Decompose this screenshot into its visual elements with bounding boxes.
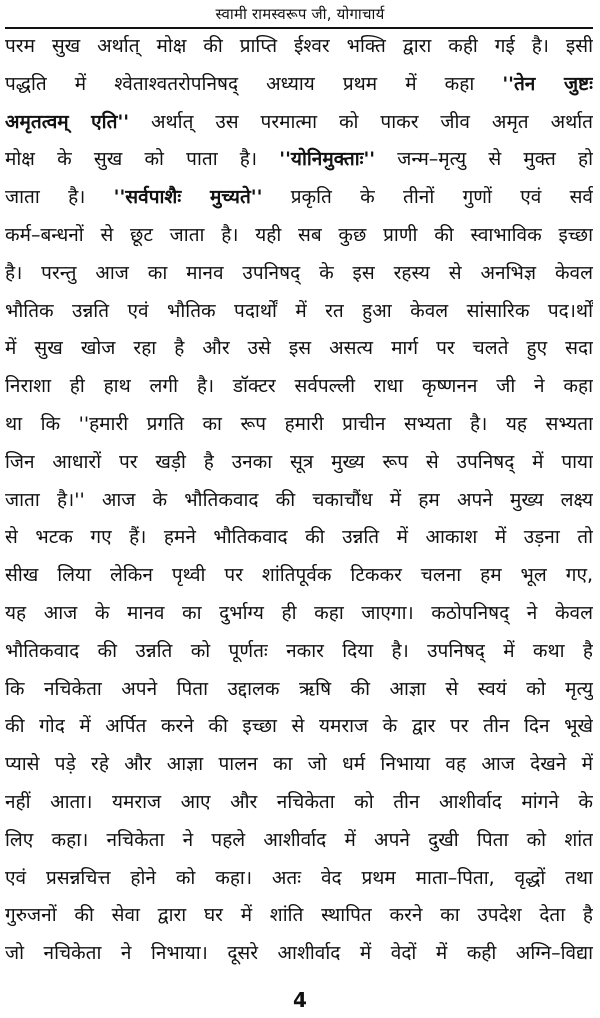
text-line: [5, 406, 593, 444]
text-line: [5, 104, 593, 142]
text-segment: जन्म–मृत्यु से मुक्त हो: [375, 148, 593, 171]
text-line: [5, 368, 593, 406]
text-segment: भौतिक उन्नति एवं भौतिक पदार्थों में रत हुआ केवल सांसारिक पद।र्थों: [5, 299, 593, 322]
text-line: [5, 784, 593, 822]
text-segment: मोक्ष के सुख को पाता है।: [5, 148, 280, 171]
text-line: [5, 935, 593, 973]
text-line: [5, 671, 593, 709]
text-line: [5, 708, 593, 746]
text-segment: परम सुख अर्थात् मोक्ष की प्राप्ति ईश्वर भक्ति द्वारा कही गई है। इसी: [5, 35, 593, 57]
text-segment: कर्म–बन्धनों से छूट जाता है। यही सब कुछ प्राणी की स्वाभाविक इच्छा: [5, 223, 593, 246]
text-segment: जाता है।'' आज के भौतिकवाद की चकाचौंध में हम अपने मुख्य लक्ष्य: [5, 488, 593, 511]
bold-quote: ''तेन जुष्टः: [502, 72, 593, 95]
text-segment: भौतिकवाद की उन्नति को पूर्णतः नकार दिया है। उपनिषद् में कथा है: [5, 639, 593, 662]
text-line: [5, 330, 593, 368]
text-line: [5, 66, 593, 104]
text-segment: जो नचिकेता ने निभाया। दूसरे आशीर्वाद में वेदों में कही अग्नि–विद्या: [5, 942, 593, 965]
text-line: [5, 822, 593, 860]
text-segment: प्यासे पड़े रहे और आज्ञा पालन का जो धर्म निभाया वह आज देखने में: [5, 753, 593, 776]
text-segment: जाता है।: [5, 186, 114, 209]
text-line: [5, 141, 593, 179]
text-line: [5, 860, 593, 898]
text-segment: एवं प्रसन्नचित्त होने को कहा। अतः वेद प्रथम माता–पिता, वृद्धों तथा: [5, 866, 593, 889]
text-segment: अर्थात् उस परमात्मा को पाकर जीव अमृत अर्थात: [129, 110, 593, 133]
text-segment: पद्धति में श्वेताश्वतरोपनिषद् अध्याय प्रथम में कहा: [5, 72, 503, 95]
body-paragraph: [5, 28, 593, 973]
text-segment: यह आज के मानव का दुर्भाग्य ही कहा जाएगा। कठोपनिषद् ने केवल: [5, 601, 593, 624]
text-segment: प्रकृति के तीनों गुणों एवं सर्व: [262, 186, 593, 209]
text-line: [5, 482, 593, 520]
text-segment: में सुख खोज रहा है और उसे इस असत्य मार्ग पर चलते हुए सदा: [5, 337, 593, 360]
text-segment: निराशा ही हाथ लगी है। डॉक्टर सर्वपल्ली राधा कृष्णनन जी ने कहा: [5, 375, 593, 398]
bold-quote: अमृतत्वम् एति'': [5, 110, 130, 133]
bold-quote: ''सर्वपाशैः मुच्यते'': [113, 186, 263, 209]
text-segment: है। परन्तु आज का मानव उपनिषद् के इस रहस्य से अनभिज्ञ केवल: [5, 261, 593, 284]
text-line: [5, 28, 593, 66]
text-line: [5, 746, 593, 784]
text-line: [5, 444, 593, 482]
page-number: 4: [293, 988, 307, 1012]
text-line: [5, 595, 593, 633]
text-segment: से भटक गए हैं। हमने भौतिकवाद की उन्नति में आकाश में उड़ना तो: [5, 526, 593, 549]
text-line: [5, 179, 593, 217]
text-segment: गुरुजनों की सेवा द्वारा घर में शांति स्थापित करने का उपदेश देता है: [5, 904, 593, 927]
text-segment: नहीं आता। यमराज आए और नचिकेता को तीन आशीर्वाद मांगने के: [5, 790, 593, 813]
text-line: [5, 557, 593, 595]
text-line: [5, 255, 593, 293]
text-segment: लिए कहा। नचिकेता ने पहले आशीर्वाद में अपने दुखी पिता को शांत: [5, 828, 593, 851]
text-line: [5, 519, 593, 557]
bold-quote: ''योनिमुक्ताः'': [279, 148, 376, 171]
text-line: [5, 217, 593, 255]
text-segment: कि नचिकेता अपने पिता उद्दालक ऋषि की आज्ञा से स्वयं को मृत्यु: [5, 677, 593, 700]
text-segment: की गोद में अर्पित करने की इच्छा से यमराज के द्वार पर तीन दिन भूखे: [5, 715, 593, 738]
text-line: [5, 633, 593, 671]
text-segment: सीख लिया लेकिन पृथ्वी पर शांतिपूर्वक टिककर चलना हम भूल गए,: [5, 564, 593, 587]
text-line: [5, 897, 593, 935]
text-segment: जिन आधारों पर खड़ी है उनका सूत्र मुख्य रूप से उपनिषद् में पाया: [5, 450, 593, 473]
text-segment: था कि ''हमारी प्रगति का रूप हमारी प्राचीन सभ्यता है। यह सभ्यता: [5, 412, 593, 435]
text-line: [5, 293, 593, 331]
running-head: स्वामी रामस्वरूप जी, योगाचार्य: [215, 5, 385, 23]
